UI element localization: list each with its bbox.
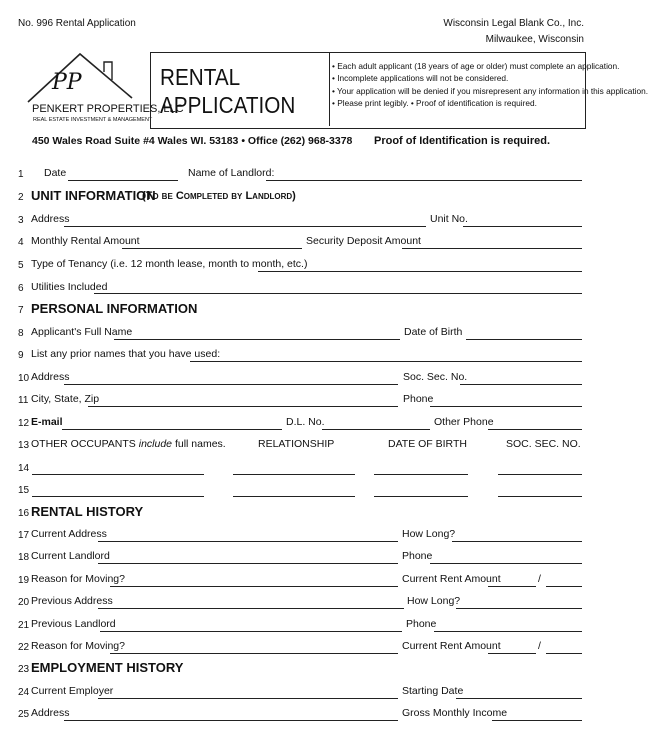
gross-income-label: Gross Monthly Income xyxy=(402,707,508,719)
title-line2: APPLICATION xyxy=(160,92,296,118)
gross-income-field[interactable] xyxy=(492,720,582,721)
row-number: 2 xyxy=(18,192,24,203)
row-number: 15 xyxy=(18,485,30,496)
current-employer-label: Current Employer xyxy=(31,685,114,697)
row-number: 21 xyxy=(18,620,30,631)
office-address: 450 Wales Road Suite #4 Wales WI. 53183 • Office (262) 968-3378 xyxy=(32,135,353,147)
unit-address-label: Address xyxy=(31,213,70,225)
box-divider xyxy=(329,53,330,126)
publisher-city: Milwaukee, Wisconsin xyxy=(485,34,584,45)
note-item: • Each adult applicant (18 years of age or older) must complete an application. xyxy=(332,61,620,71)
starting-date-field[interactable] xyxy=(456,698,582,699)
proof-of-id: Proof of Identification is required. xyxy=(374,135,551,147)
current-employer-field[interactable] xyxy=(98,698,398,699)
occupant-name-field[interactable] xyxy=(32,496,204,497)
prev-reason-moving-field[interactable] xyxy=(110,653,398,654)
unit-address-field[interactable] xyxy=(64,226,426,227)
row-number: 14 xyxy=(18,463,30,474)
applicant-name-label: Applicant's Full Name xyxy=(31,326,133,338)
phone-label: Phone xyxy=(403,393,434,405)
prev-rent-label: Current Rent Amount xyxy=(402,640,501,652)
notes-list xyxy=(332,60,648,109)
occupant-ssn-header: SOC. SEC. NO. xyxy=(506,438,581,450)
date-of-birth-field[interactable] xyxy=(466,339,582,340)
current-rent-label: Current Rent Amount xyxy=(402,573,501,585)
other-phone-label: Other Phone xyxy=(434,416,494,428)
row-number: 7 xyxy=(18,305,24,316)
row-number: 19 xyxy=(18,575,30,586)
utilities-label: Utilities Included xyxy=(31,281,108,293)
landlord-phone-label: Phone xyxy=(402,550,433,562)
prev-rent-slash: / xyxy=(538,640,541,652)
current-address-field[interactable] xyxy=(98,541,398,542)
row-number: 8 xyxy=(18,328,24,339)
row-number: 11 xyxy=(18,395,29,406)
utilities-field[interactable] xyxy=(94,293,582,294)
occupant-name-field[interactable] xyxy=(32,474,204,475)
landlord-phone-field[interactable] xyxy=(430,563,582,564)
previous-landlord-field[interactable] xyxy=(100,631,402,632)
current-landlord-label: Current Landlord xyxy=(31,550,110,562)
row-number: 18 xyxy=(18,552,30,563)
personal-information-heading: PERSONAL INFORMATION xyxy=(31,301,198,316)
row-number: 13 xyxy=(18,440,30,451)
relationship-header: RELATIONSHIP xyxy=(258,438,335,450)
row-number: 16 xyxy=(18,508,30,519)
logo-tagline: REAL ESTATE INVESTMENT & MANAGEMENT xyxy=(33,117,153,123)
row-number: 5 xyxy=(18,260,24,271)
applicant-address-field[interactable] xyxy=(64,384,398,385)
previous-address-label: Previous Address xyxy=(31,595,113,607)
occupant-relationship-field[interactable] xyxy=(233,496,355,497)
tenancy-type-field[interactable] xyxy=(258,271,582,272)
other-occupants-label xyxy=(31,438,226,450)
row-number: 6 xyxy=(18,283,24,294)
prior-names-label: List any prior names that you have used: xyxy=(31,348,221,360)
monthly-rent-label: Monthly Rental Amount xyxy=(31,235,140,247)
how-long-label: How Long? xyxy=(402,528,456,540)
rental-history-heading: RENTAL HISTORY xyxy=(31,504,144,519)
row-number: 10 xyxy=(18,373,30,384)
occupant-relationship-field[interactable] xyxy=(233,474,355,475)
prev-how-long-field[interactable] xyxy=(456,608,582,609)
occupant-ssn-field[interactable] xyxy=(498,474,582,475)
rent-period-field[interactable] xyxy=(546,586,582,587)
email-label: E-mail xyxy=(31,416,63,428)
unit-information-heading: UNIT INFORMATION xyxy=(31,188,156,203)
city-state-zip-label: City, State, Zip xyxy=(31,393,100,405)
drivers-license-field[interactable] xyxy=(322,429,430,430)
reason-moving-field[interactable] xyxy=(110,586,398,587)
date-field[interactable] xyxy=(68,180,178,181)
current-address-label: Current Address xyxy=(31,528,107,540)
monthly-rent-field[interactable] xyxy=(122,248,302,249)
prev-rent-period-field[interactable] xyxy=(546,653,582,654)
title-line1: RENTAL xyxy=(160,64,241,90)
current-rent-field[interactable] xyxy=(488,586,536,587)
row-number: 23 xyxy=(18,664,30,675)
applicant-name-field[interactable] xyxy=(114,339,400,340)
unit-information-subheading: (To be Completed by Landlord) xyxy=(142,190,296,202)
unit-number-label: Unit No. xyxy=(430,213,468,225)
how-long-field[interactable] xyxy=(452,541,582,542)
rent-slash: / xyxy=(538,573,541,585)
prev-how-long-label: How Long? xyxy=(407,595,461,607)
row-number: 17 xyxy=(18,530,30,541)
previous-address-field[interactable] xyxy=(98,608,404,609)
applicant-address-label: Address xyxy=(31,371,70,383)
prev-landlord-phone-field[interactable] xyxy=(434,631,582,632)
row-number: 1 xyxy=(18,169,24,180)
occupant-dob-field[interactable] xyxy=(374,496,468,497)
drivers-license-label: D.L. No. xyxy=(286,416,325,428)
ssn-field[interactable] xyxy=(460,384,582,385)
security-deposit-label: Security Deposit Amount xyxy=(306,235,421,247)
prior-names-field[interactable] xyxy=(190,361,582,362)
publisher-name: Wisconsin Legal Blank Co., Inc. xyxy=(443,18,584,29)
phone-field[interactable] xyxy=(430,406,582,407)
row-number: 9 xyxy=(18,350,24,361)
tenancy-type-label: Type of Tenancy (i.e. 12 month lease, month to month, etc.) xyxy=(31,258,308,270)
reason-moving-label: Reason for Moving? xyxy=(31,573,125,585)
occupant-dob-header: DATE OF BIRTH xyxy=(388,438,467,450)
row-number: 22 xyxy=(18,642,30,653)
other-phone-field[interactable] xyxy=(488,429,582,430)
current-landlord-field[interactable] xyxy=(98,563,398,564)
form-number: No. 996 Rental Application xyxy=(18,18,136,29)
email-field[interactable] xyxy=(62,429,282,430)
occupants-caps: OTHER OCCUPANTS xyxy=(31,438,136,450)
note-item: • Incomplete applications will not be considered. xyxy=(332,73,509,84)
row-number: 20 xyxy=(18,597,30,608)
city-state-zip-field[interactable] xyxy=(88,406,398,407)
occupant-ssn-field[interactable] xyxy=(498,496,582,497)
prev-rent-field[interactable] xyxy=(488,653,536,654)
row-number: 4 xyxy=(18,237,24,248)
ssn-label: Soc. Sec. No. xyxy=(403,371,468,383)
date-of-birth-label: Date of Birth xyxy=(404,326,463,338)
date-label: Date xyxy=(44,167,67,179)
row-number: 12 xyxy=(18,418,30,429)
row-number: 25 xyxy=(18,709,30,720)
employer-address-label: Address xyxy=(31,707,70,719)
occupants-include: include xyxy=(138,438,173,450)
employment-history-heading: EMPLOYMENT HISTORY xyxy=(31,660,184,675)
logo-company: PENKERT PROPERTIES, LLC xyxy=(32,103,184,115)
prev-reason-moving-label: Reason for Moving? xyxy=(31,640,125,652)
row-number: 24 xyxy=(18,687,30,698)
landlord-name-field[interactable] xyxy=(266,180,582,181)
logo-monogram: PP xyxy=(52,70,82,95)
prev-landlord-phone-label: Phone xyxy=(406,618,437,630)
row-number: 3 xyxy=(18,215,24,226)
employer-address-field[interactable] xyxy=(64,720,398,721)
security-deposit-field[interactable] xyxy=(402,248,582,249)
note-item: • Please print legibly. • Proof of identification is required. xyxy=(332,97,537,108)
occupant-dob-field[interactable] xyxy=(374,474,468,475)
occupants-fullnames: full names. xyxy=(174,438,226,450)
previous-landlord-label: Previous Landlord xyxy=(31,618,116,630)
unit-number-field[interactable] xyxy=(463,226,582,227)
landlord-name-label: Name of Landlord: xyxy=(188,167,275,179)
note-item: • Your application will be denied if you misrepresent any information in this application. xyxy=(332,85,648,96)
starting-date-label: Starting Date xyxy=(402,685,464,697)
